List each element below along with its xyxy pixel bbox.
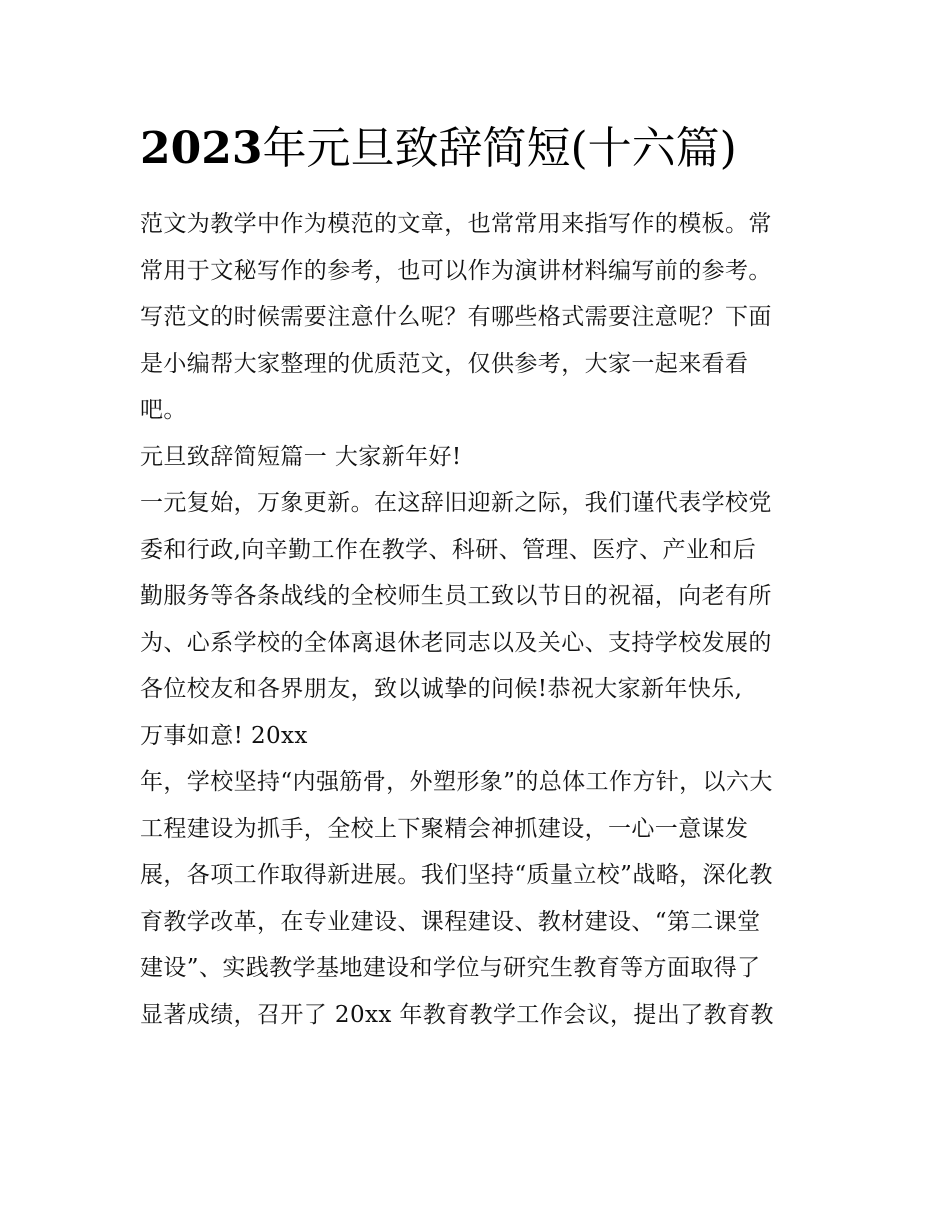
title-year: 2023 (140, 123, 263, 174)
document-title (140, 117, 860, 181)
paragraph-line: 吧。 (140, 397, 187, 423)
section-heading-line: 元旦致辞简短篇一 大家新年好! (140, 443, 462, 470)
paragraph-line: 年，学校坚持“内强筋骨，外塑形象”的总体工作方针，以六大 (140, 769, 773, 795)
paragraph-line: 育教学改革，在专业建设、课程建设、教材建设、“第二课堂 (140, 908, 761, 935)
title-text: 年元旦致辞简短(十六篇) (262, 123, 737, 174)
paragraph-line: 一元复始，万象更新。在这辞旧迎新之际，我们谨代表学校党 (140, 490, 772, 516)
paragraph-line: 万事如意! 20xx (140, 722, 308, 749)
paragraph-line: 范文为教学中作为模范的文章，也常常用来指写作的模板。常 (140, 211, 772, 237)
paragraph-line: 写范文的时候需要注意什么呢？有哪些格式需要注意呢？下面 (140, 304, 772, 330)
paragraph-line: 勤服务等各条战线的全校师生员工致以节日的祝福，向老有所 (140, 583, 772, 609)
paragraph-line: 为、心系学校的全体离退休老同志以及关心、支持学校发展的 (140, 629, 772, 656)
document-body (140, 201, 820, 1038)
paragraph-line: 委和行政,向辛勤工作在教学、科研、管理、医疗、产业和后 (140, 536, 757, 563)
paragraph-line: 各位校友和各界朋友，致以诚挚的问候!恭祝大家新年快乐, (140, 676, 743, 702)
paragraph-line: 显著成绩，召开了 20xx 年教育教学工作会议，提出了教育教 (140, 1001, 774, 1028)
paragraph-line: 展，各项工作取得新进展。我们坚持“质量立校”战略，深化教 (140, 862, 773, 888)
paragraph-line: 建设”、实践教学基地建设和学位与研究生教育等方面取得了 (140, 955, 761, 981)
paragraph-line: 是小编帮大家整理的优质范文，仅供参考，大家一起来看看 (140, 350, 749, 377)
paragraph-line: 常用于文秘写作的参考，也可以作为演讲材料编写前的参考。 (140, 257, 772, 284)
paragraph-line: 工程建设为抓手，全校上下聚精会神抓建设，一心一意谋发 (140, 815, 749, 842)
